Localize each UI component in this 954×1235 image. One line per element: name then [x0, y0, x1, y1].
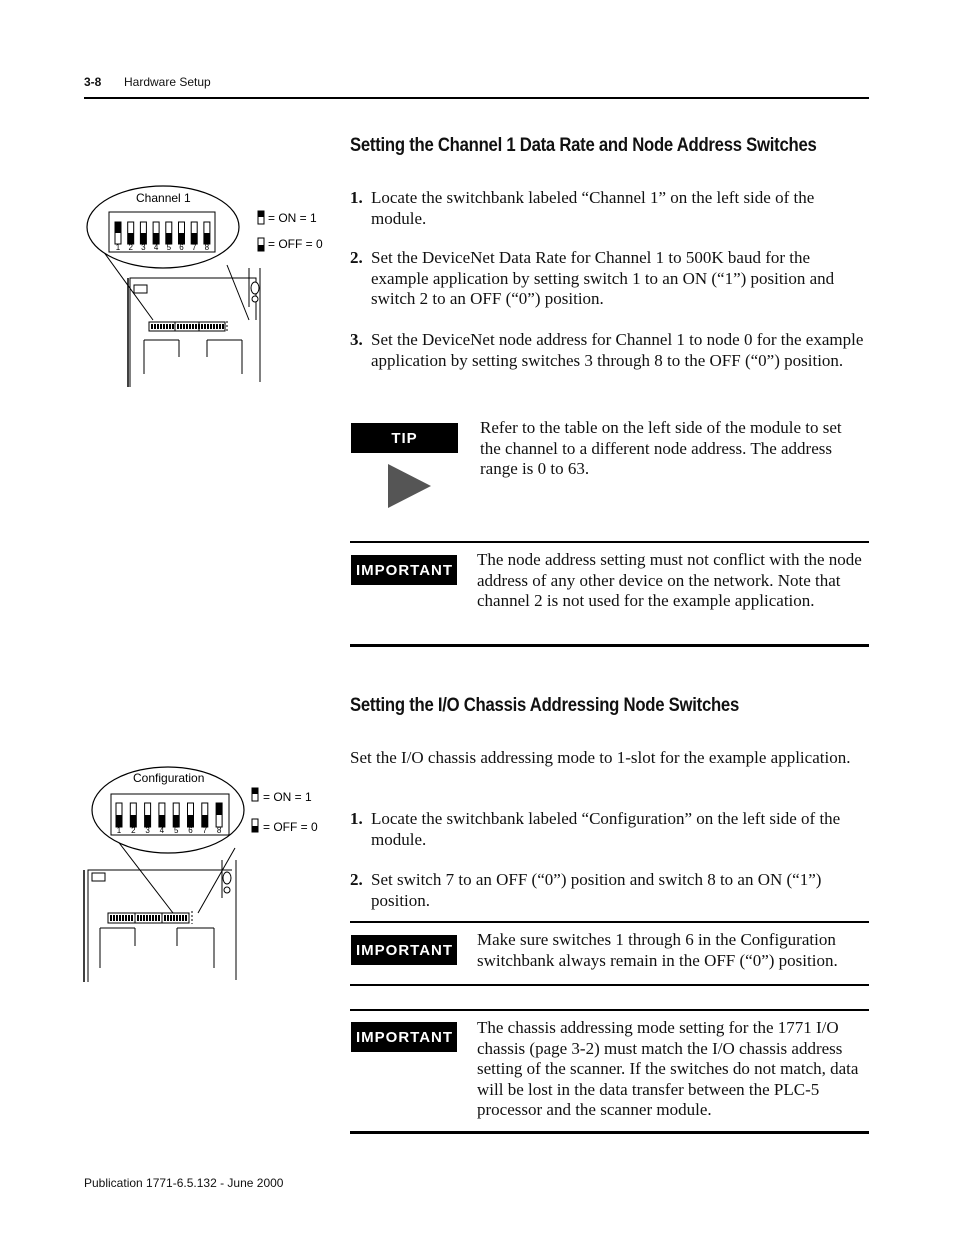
- module-mini-switch: [182, 915, 184, 921]
- callout-rule-bottom: [350, 1131, 869, 1134]
- module-mini-switch: [210, 324, 212, 329]
- module-mini-switch: [152, 915, 154, 921]
- module-mini-switch: [137, 915, 139, 921]
- module-mini-switch: [125, 915, 127, 921]
- module-mini-switch: [201, 324, 203, 329]
- module-mini-switch: [151, 324, 153, 329]
- module-mini-switch: [192, 324, 194, 329]
- module-mini-switch: [113, 915, 115, 921]
- module-slot: [134, 285, 147, 293]
- module-mini-switch: [180, 324, 182, 329]
- step-number: 1.: [350, 809, 363, 828]
- step-number: 2.: [350, 248, 363, 267]
- section-title-chassis: Setting the I/O Chassis Addressing Node Switches: [350, 695, 740, 716]
- important-text: The chassis addressing mode setting for the 1771 I/O chassis (page 3-2) must match the I/O chassis address setting of the scanner. If the switches do not match, data will be lost in the data transfer between the PLC-5 processor and the scanner module.: [477, 1018, 859, 1119]
- dip-switch-number: 4: [159, 826, 165, 835]
- step-number: 2.: [350, 870, 363, 889]
- switchbank-label: Channel 1: [136, 191, 191, 205]
- module-latch: [223, 872, 231, 884]
- dip-switch-number: 3: [145, 826, 150, 835]
- dip-switch-1-actuator: [115, 222, 121, 233]
- important-text: The node address setting must not conflict with the node address of any other device on the network. Note that channel 2 is not used for the example application.: [477, 550, 862, 610]
- step-text: Set switch 7 to an OFF (“0”) position and switch 8 to an ON (“1”) position.: [371, 870, 822, 910]
- callout-rule-top: [350, 1009, 869, 1011]
- module-mini-switch: [213, 324, 215, 329]
- dip-switch-bank: [111, 794, 229, 835]
- module-mini-switch: [172, 324, 174, 329]
- module-mini-switch: [128, 915, 130, 921]
- module-mini-switch: [176, 915, 178, 921]
- dip-switch-number: 4: [153, 243, 159, 252]
- legend-off-label: = OFF = 0: [268, 237, 323, 251]
- dip-switch-number: 2: [131, 826, 136, 835]
- module-mini-switch: [216, 324, 218, 329]
- module-switchbank-small: [162, 913, 189, 923]
- callout-rule-bottom: [350, 984, 869, 986]
- running-header: [84, 75, 211, 89]
- dip-switch-bank: [109, 212, 215, 252]
- configuration-switch-figure: [80, 760, 330, 985]
- dip-switch-number: 6: [179, 243, 184, 252]
- module-mini-switch: [222, 324, 224, 329]
- module-mini-switch: [140, 915, 142, 921]
- module-mini-switch: [189, 324, 191, 329]
- switchbank-label: Configuration: [133, 771, 205, 785]
- module-mini-switch: [157, 324, 159, 329]
- module-mini-switch: [154, 324, 156, 329]
- dip-switch-number: 3: [141, 243, 146, 252]
- step-number: 1.: [350, 188, 363, 207]
- module-switchbank-small: [108, 913, 135, 923]
- step-item: [350, 870, 865, 911]
- step-item: [350, 248, 865, 310]
- step-text: Locate the switchbank labeled “Channel 1” on the left side of the module.: [371, 188, 815, 228]
- zoom-line-right: [227, 265, 249, 320]
- dip-switch-number: 8: [216, 826, 222, 835]
- step-text: Set the DeviceNet Data Rate for Channel 1 to 500K baud for the example application by setting switch 1 to an ON (“1”) position and switch 2 to an OFF (“0”) position.: [371, 248, 835, 308]
- important-text: Make sure switches 1 through 6 in the Configuration switchbank always remain in the OFF (“0”) position.: [477, 930, 838, 970]
- module-mini-switch: [173, 915, 175, 921]
- module-mini-switch: [158, 915, 160, 921]
- module-mini-switch: [204, 324, 206, 329]
- module-mini-switch: [195, 324, 197, 329]
- module-mini-switch: [179, 915, 181, 921]
- legend-on-label: = ON = 1: [268, 211, 317, 225]
- tip-arrow-icon: [388, 464, 431, 508]
- step-item: [350, 809, 865, 850]
- module-mini-switch: [186, 324, 188, 329]
- callout-rule-top: [350, 541, 869, 543]
- callout-rule-top: [350, 921, 869, 923]
- module-mini-switch: [185, 915, 187, 921]
- module-mini-switch: [183, 324, 185, 329]
- section2-intro: Set the I/O chassis addressing mode to 1-slot for the example application.: [350, 748, 851, 767]
- module-mini-switch: [116, 915, 118, 921]
- module-mini-switch: [207, 324, 209, 329]
- dip-switch-number: 5: [166, 243, 172, 252]
- module-mini-switch: [131, 915, 133, 921]
- module-outline: [88, 870, 232, 982]
- channel1-switch-figure: [84, 182, 334, 387]
- step-text: Locate the switchbank labeled “Configuration” on the left side of the module.: [371, 809, 841, 849]
- module-mini-switch: [122, 915, 124, 921]
- module-mini-switch: [198, 324, 200, 329]
- module-latch: [251, 282, 259, 294]
- module-mini-switch: [160, 324, 162, 329]
- tip-text: Refer to the table on the left side of the module to set the channel to a different node address. The address range is 0 to 63.: [480, 418, 842, 478]
- dip-switch-number: 7: [202, 826, 208, 835]
- module-mini-switch: [170, 915, 172, 921]
- important-label: IMPORTANT: [351, 555, 457, 585]
- module-mini-switch: [164, 915, 166, 921]
- important-label: IMPORTANT: [351, 1022, 457, 1052]
- module-slot: [92, 873, 105, 881]
- dip-switch-8-actuator: [216, 803, 222, 815]
- module-mini-switch: [110, 915, 112, 921]
- module-mini-switch: [177, 324, 179, 329]
- step-item: [350, 188, 865, 229]
- footer-publication: Publication 1771-6.5.132 - June 2000: [84, 1176, 284, 1190]
- dip-switch-number: 5: [173, 826, 179, 835]
- module-mini-switch: [166, 324, 168, 329]
- dip-switch-number: 6: [188, 826, 193, 835]
- dip-switch-number: 1: [116, 826, 122, 835]
- module-outline: [130, 278, 256, 387]
- step-number: 3.: [350, 330, 363, 349]
- module-mini-switch: [169, 324, 171, 329]
- module-mini-switch: [146, 915, 148, 921]
- step-item: [350, 330, 865, 371]
- module-mini-switch: [119, 915, 121, 921]
- legend-on-label: = ON = 1: [263, 790, 312, 804]
- page-number: 3-8: [84, 75, 102, 89]
- dip-switch-number: 8: [204, 243, 210, 252]
- module-mini-switch: [155, 915, 157, 921]
- module-mini-switch: [163, 324, 165, 329]
- module-switchbank-small: [135, 913, 162, 923]
- callout-rule-bottom: [350, 644, 869, 647]
- section-title-channel1: Setting the Channel 1 Data Rate and Node Address Switches: [350, 135, 817, 156]
- step-text: Set the DeviceNet node address for Channel 1 to node 0 for the example application by setting switches 3 through 8 to the OFF (“0”) position.: [371, 330, 864, 370]
- module-mini-switch: [167, 915, 169, 921]
- dip-switch-number: 7: [191, 243, 197, 252]
- module-mini-switch: [149, 915, 151, 921]
- module-mini-switch: [143, 915, 145, 921]
- legend-off-label: = OFF = 0: [263, 820, 318, 834]
- dip-switch-number: 1: [115, 243, 121, 252]
- dip-switch-number: 2: [128, 243, 133, 252]
- header-section-title: Hardware Setup: [124, 75, 211, 89]
- tip-label: TIP: [351, 423, 458, 453]
- important-label: IMPORTANT: [351, 935, 457, 965]
- module-mini-switch: [219, 324, 221, 329]
- header-rule: [84, 97, 869, 99]
